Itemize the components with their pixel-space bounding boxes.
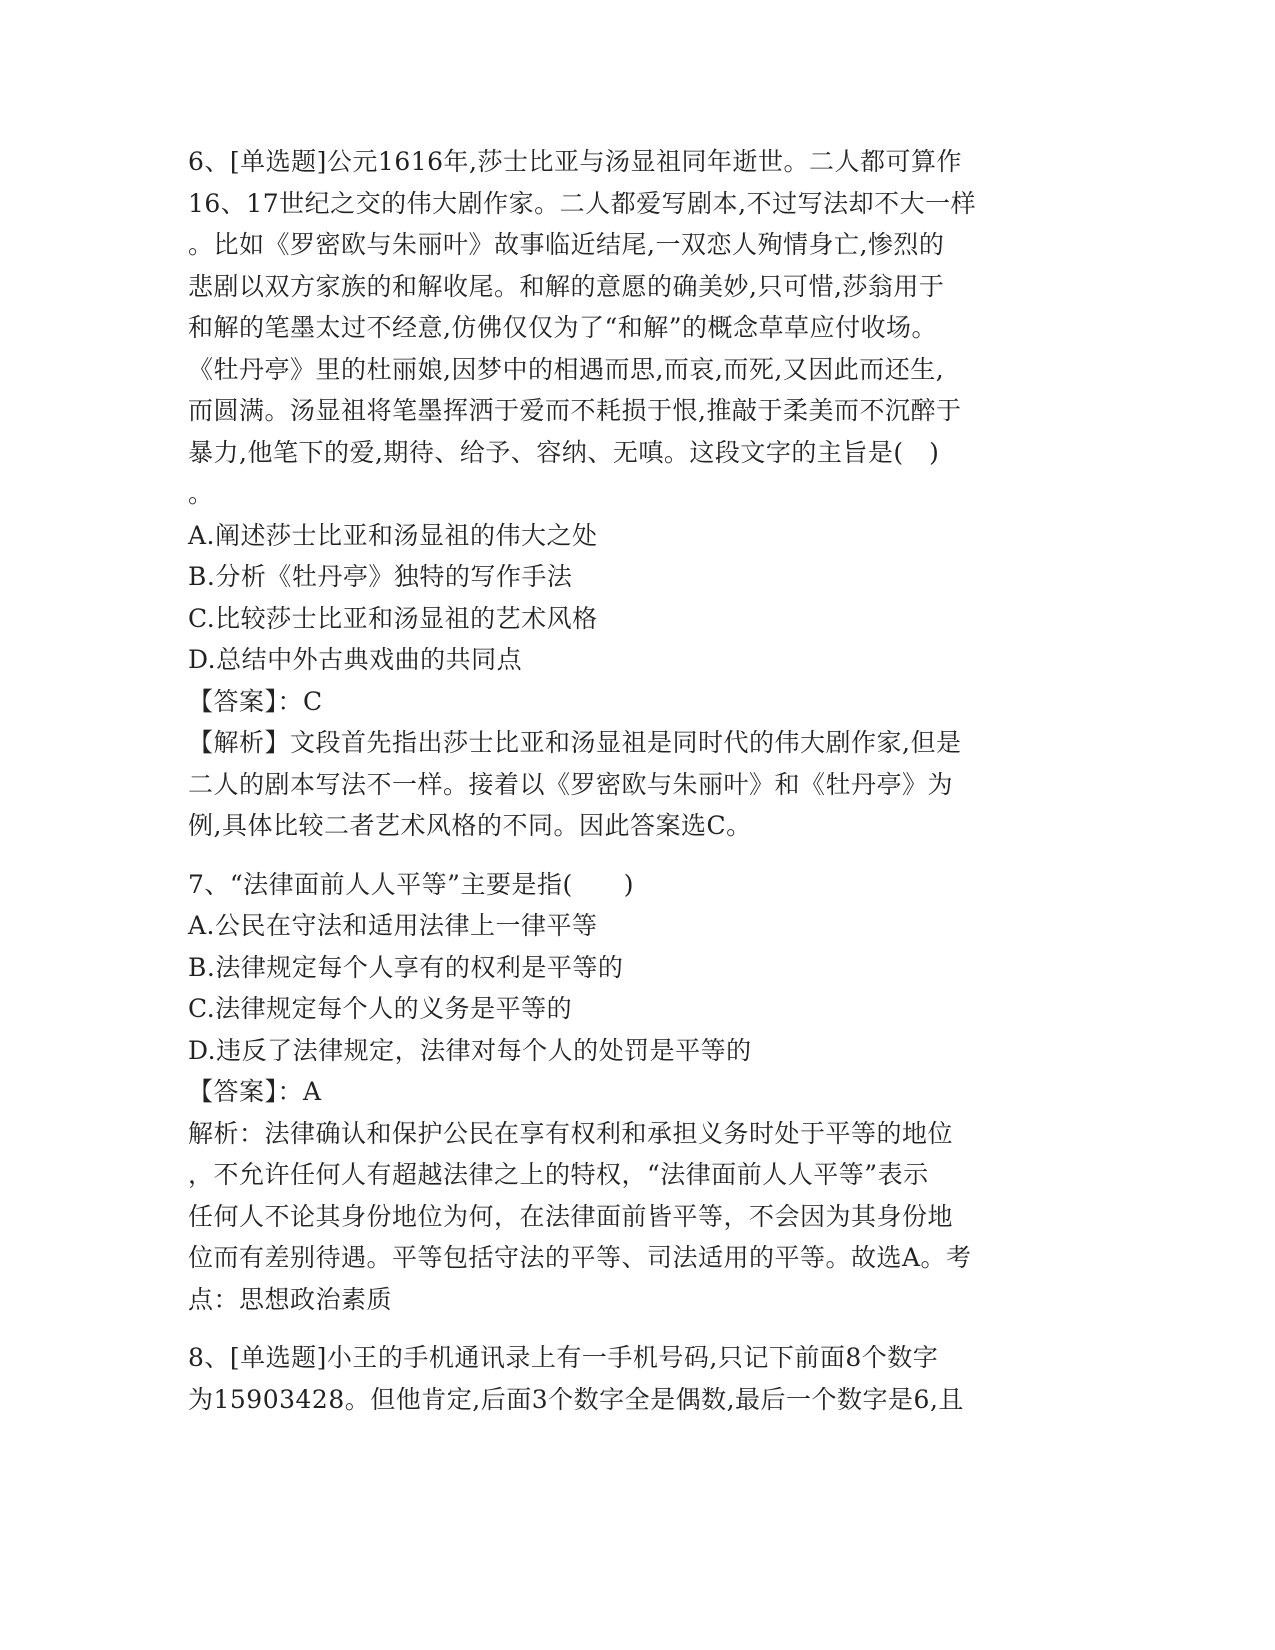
question-6-line-8: 暴力,他笔下的爱,期待、给予、容纳、无嗔。这段文字的主旨是( ): [188, 438, 940, 467]
question-6-line-2: 16、17世纪之交的伟大剧作家。二人都爱写剧本,不过写法却不大一样: [188, 189, 977, 218]
question-7-line-1: 7、“法律面前人人平等”主要是指( ): [188, 870, 634, 899]
question-7-analysis-line-1: 解析：法律确认和保护公民在享有权利和承担义务时处于平等的地位: [188, 1119, 954, 1148]
question-6-option-c: C.比较莎士比亚和汤显祖的艺术风格: [188, 604, 598, 633]
question-6-line-6: 《牡丹亭》里的杜丽娘,因梦中的相遇而思,而哀,而死,又因此而还生,: [188, 355, 945, 384]
question-7-analysis-line-4: 位而有差别待遇。平等包括守法的平等、司法适用的平等。故选A。考: [188, 1243, 972, 1272]
question-6-line-9: 。: [188, 479, 214, 508]
question-8-line-2: 为15903428。但他肯定,后面3个数字全是偶数,最后一个数字是6,且: [188, 1385, 964, 1414]
question-6-analysis-line-1: 【解析】文段首先指出莎士比亚和汤显祖是同时代的伟大剧作家,但是: [188, 728, 962, 757]
question-6-option-a: A.阐述莎士比亚和汤显祖的伟大之处: [188, 521, 598, 550]
question-6-line-4: 悲剧以双方家族的和解收尾。和解的意愿的确美妙,只可惜,莎翁用于: [188, 272, 945, 301]
question-7-analysis-line-2: ，不允许任何人有超越法律之上的特权，“法律面前人人平等”表示: [188, 1160, 929, 1189]
question-7-analysis-line-3: 任何人不论其身份地位为何，在法律面前皆平等，不会因为其身份地: [188, 1202, 954, 1231]
question-6-analysis-line-3: 例,具体比较二者艺术风格的不同。因此答案选C。: [188, 811, 752, 840]
question-7-option-a: A.公民在守法和适用法律上一律平等: [188, 911, 598, 940]
question-6-option-b: B.分析《牡丹亭》独特的写作手法: [188, 562, 573, 591]
question-7-option-d: D.违反了法律规定，法律对每个人的处罚是平等的: [188, 1036, 752, 1065]
question-7-answer: 【答案】：A: [188, 1077, 322, 1106]
question-6-line-7: 而圆满。汤显祖将笔墨挥洒于爱而不耗损于恨,推敲于柔美而不沉醉于: [188, 396, 962, 425]
question-6-answer: 【答案】：C: [188, 687, 323, 716]
question-6-line-5: 和解的笔墨太过不经意,仿佛仅仅为了“和解”的概念草草应付收场。: [188, 313, 938, 342]
question-6-line-3: 。比如《罗密欧与朱丽叶》故事临近结尾,一双恋人殉情身亡,惨烈的: [188, 230, 945, 259]
question-7-option-b: B.法律规定每个人享有的权利是平等的: [188, 953, 624, 982]
question-6-option-d: D.总结中外古典戏曲的共同点: [188, 645, 523, 674]
question-6-analysis-line-2: 二人的剧本写法不一样。接着以《罗密欧与朱丽叶》和《牡丹亭》为: [188, 770, 954, 799]
question-6-line-1: 6、[单选题]公元1616年,莎士比亚与汤显祖同年逝世。二人都可算作: [188, 147, 962, 176]
question-7-analysis-line-5: 点：思想政治素质: [188, 1285, 393, 1314]
question-8-line-1: 8、[单选题]小王的手机通讯录上有一手机号码,只记下前面8个数字: [188, 1343, 939, 1372]
question-7-option-c: C.法律规定每个人的义务是平等的: [188, 994, 573, 1023]
